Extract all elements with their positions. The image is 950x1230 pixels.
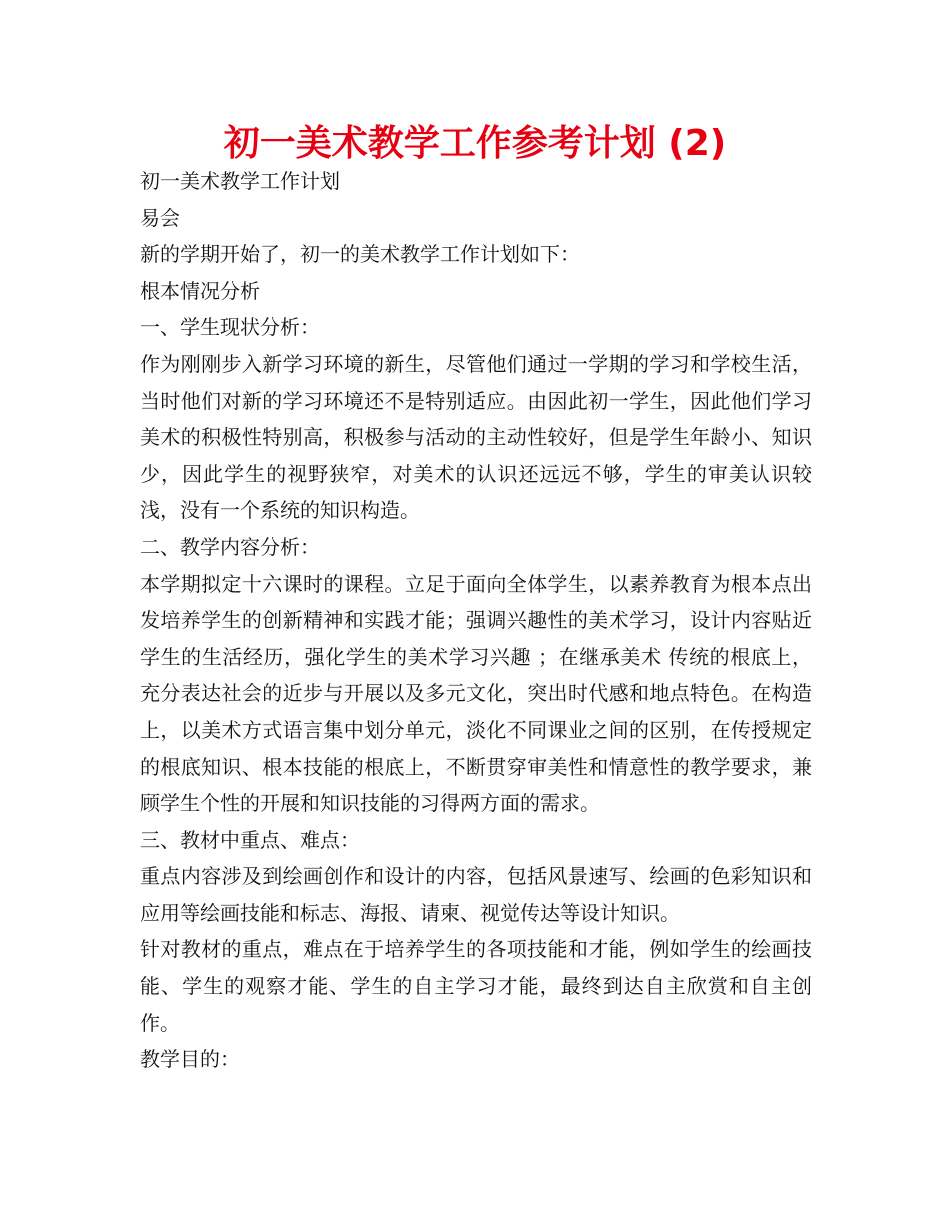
paragraph-content-analysis: 本学期拟定十六课时的课程。立足于面向全体学生，以素养教育为根本点出发培养学生的创新精神和实践才能；强调兴趣性的美术学习，设计内容贴近学生的生活经历，强化学生的美术学习兴趣 ；在继承美术 传统的根底上，充分表达社会的近步与开展以及多元文化，突出时代感和地点特色。在构造上，以美术方式语言集中划分单元，淡化不同课业之间的区别，在传授规定的根底知识、根本技能的根底上，不断贯穿审美性和情意性的教学要求，兼顾学生个性的开展和知识技能的习得两方面的需求。 <box>140 571 812 816</box>
paragraph-student-status: 作为刚刚步入新学习环境的新生，尽管他们通过一学期的学习和学校生活，当时他们对新的学习环境还不是特别适应。由因此初一学生，因此他们学习美术的积极性特别高，积极参与活动的主动性较好，但是学生年龄小、知识少，因此学生的视野狭窄，对美术的认识还远远不够，学生的审美认识较浅，没有一个系统的知识构造。 <box>140 351 812 523</box>
document-body <box>140 163 812 1078</box>
document-title: 初一美术教学工作参考计划 (2) <box>223 123 727 164</box>
section-heading-content-analysis: 二、教学内容分析： <box>140 534 320 559</box>
paragraph-author: 易会 <box>140 205 180 230</box>
paragraph-subtitle: 初一美术教学工作计划 <box>140 169 340 193</box>
paragraph-key-points: 重点内容涉及到绘画创作和设计的内容，包括风景速写、绘画的色彩知识和应用等绘画技能和标志、海报、请柬、视觉传达等设计知识。 <box>140 864 812 925</box>
paragraph-intro: 新的学期开始了，初一的美术教学工作计划如下： <box>140 242 580 267</box>
section-heading-teaching-goals: 教学目的： <box>140 1047 240 1072</box>
paragraph-difficulties: 针对教材的重点，难点在于培养学生的各项技能和才能，例如学生的绘画技能、学生的观察才能、学生的自主学习才能，最终到达自主欣赏和自主创作。 <box>140 937 812 1035</box>
section-heading-basic-analysis: 根本情况分析 <box>140 278 260 303</box>
section-heading-student-status: 一、学生现状分析： <box>140 315 320 340</box>
section-heading-key-points: 三、教材中重点、难点： <box>140 827 360 852</box>
